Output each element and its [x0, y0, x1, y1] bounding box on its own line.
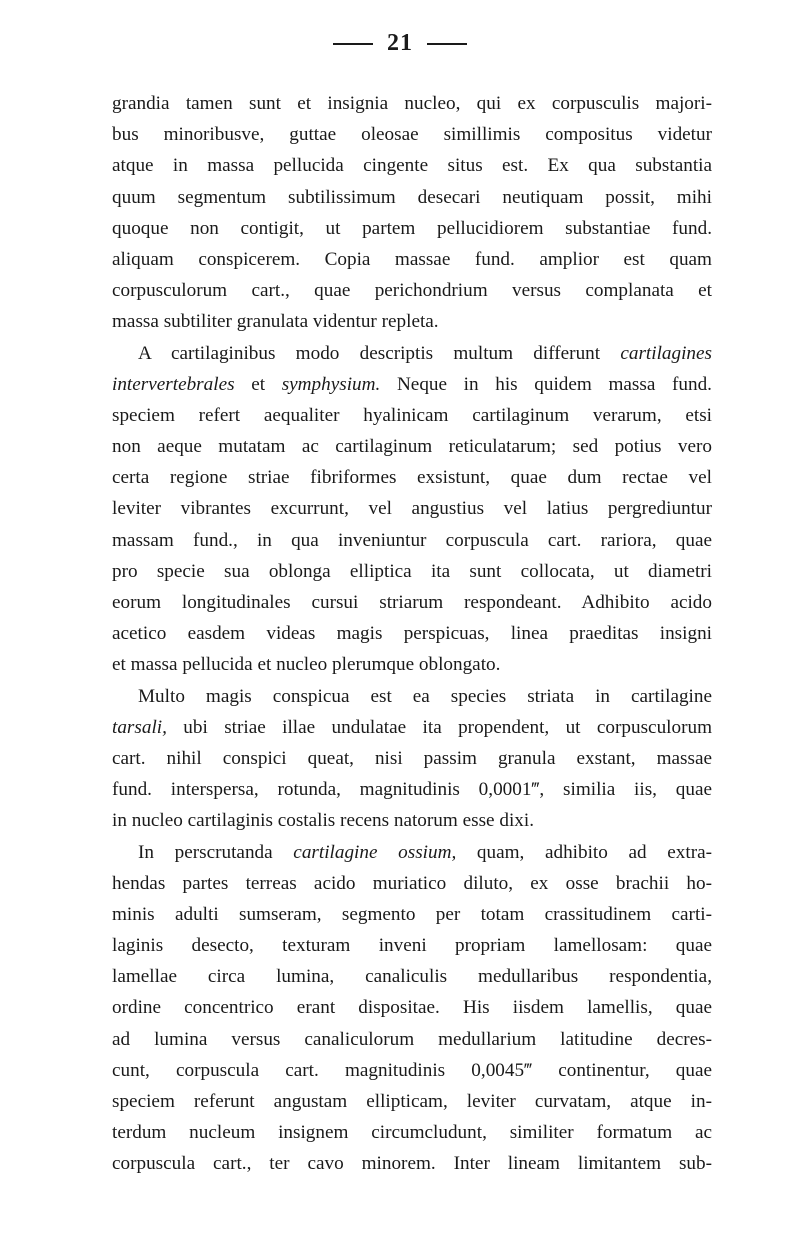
text-segment: Neque in his quidem massa fund.	[380, 373, 712, 395]
text-segment: speciem refert aequaliter hyalinicam cartilaginum verarum, etsi	[112, 404, 712, 426]
page-header	[0, 30, 800, 57]
text-line	[112, 525, 712, 556]
text-segment: certa regione striae fibriformes exsistunt, quae dum rectae vel	[112, 467, 712, 489]
text-segment: quoque non contigit, ut partem pellucidiorem substantiae fund.	[112, 217, 712, 239]
text-line	[112, 1055, 712, 1086]
text-line	[112, 899, 712, 930]
text-line	[112, 275, 712, 306]
text-segment: massam fund., in qua inveniuntur corpuscula cart. rariora, quae	[112, 529, 712, 551]
text-line	[112, 369, 712, 400]
text-line	[112, 493, 712, 524]
header-rule-right	[427, 43, 467, 45]
text-segment: hendas partes terreas acido muriatico diluto, ex osse brachii ho-	[112, 872, 712, 894]
text-line	[112, 992, 712, 1023]
text-segment: et	[234, 373, 282, 395]
text-segment: laginis desecto, texturam inveni propriam lamellosam: quae	[112, 935, 712, 957]
page-number: 21	[387, 30, 413, 56]
text-line	[112, 743, 712, 774]
text-line	[112, 1024, 712, 1055]
text-line	[112, 681, 712, 712]
text-segment: cunt, corpuscula cart. magnitudinis 0,0045‴ continentur, quae	[112, 1059, 712, 1081]
text-line	[112, 868, 712, 899]
text-segment: corpusculorum cart., quae perichondrium versus complanata et	[112, 280, 712, 302]
text-segment: cart. nihil conspici queat, nisi passim granula exstant, massae	[112, 747, 712, 769]
text-segment: in nucleo cartilaginis costalis recens natorum esse dixi.	[112, 810, 535, 832]
text-line	[112, 712, 712, 743]
text-line	[112, 306, 712, 337]
text-line	[112, 961, 712, 992]
text-segment: massa subtiliter granulata videntur repleta.	[112, 311, 439, 333]
text-segment: leviter vibrantes excurrunt, vel angustius vel latius pergrediuntur	[112, 498, 712, 520]
italic-term: tarsali,	[112, 716, 167, 738]
text-segment: Multo magis conspicua est ea species striata in cartilagine	[138, 685, 712, 707]
text-line	[112, 213, 712, 244]
text-segment: grandia tamen sunt et insignia nucleo, qui ex corpusculis majori-	[112, 93, 712, 114]
text-line	[112, 1117, 712, 1148]
text-segment: quum segmentum subtilissimum desecari neutiquam possit, mihi	[112, 186, 712, 208]
text-line	[112, 338, 712, 369]
text-segment: terdum nucleum insignem circumcludunt, similiter formatum ac	[112, 1122, 712, 1144]
text-line	[112, 774, 712, 805]
text-segment: non aeque mutatam ac cartilaginum reticulatarum; sed potius vero	[112, 436, 712, 458]
text-segment: fund. interspersa, rotunda, magnitudinis 0,0001‴, similia iis, quae	[112, 779, 712, 801]
text-segment: atque in massa pellucida cingente situs est. Ex qua substantia	[112, 155, 712, 177]
text-segment: et massa pellucida et nucleo plerumque oblongato.	[112, 654, 501, 676]
italic-term: intervertebrales	[112, 373, 235, 395]
header-rule-left	[333, 43, 373, 45]
text-segment: bus minoribusve, guttae oleosae simillimis compositus videtur	[112, 124, 712, 146]
text-segment: pro specie sua oblonga elliptica ita sunt collocata, ut diametri	[112, 560, 712, 582]
text-segment: quam, adhibito ad extra-	[456, 841, 712, 863]
text-segment: acetico easdem videas magis perspicuas, linea praeditas insigni	[112, 623, 712, 645]
text-segment: minis adulti sumseram, segmento per totam crassitudinem carti-	[112, 903, 712, 925]
text-segment: lamellae circa lumina, canaliculis medullaribus respondentia,	[112, 966, 712, 988]
text-line	[112, 119, 712, 150]
text-segment: corpuscula cart., ter cavo minorem. Inter lineam limitantem sub-	[112, 1153, 712, 1175]
text-line	[112, 837, 712, 868]
text-segment: speciem referunt angustam ellipticam, leviter curvatam, atque in-	[112, 1091, 712, 1112]
text-segment: A cartilaginibus modo descriptis multum differunt	[138, 342, 621, 364]
text-segment: ubi striae illae undulatae ita propendent, ut corpusculorum	[166, 716, 712, 738]
text-line	[112, 618, 712, 649]
text-line	[112, 587, 712, 618]
text-line	[112, 182, 712, 213]
text-line	[112, 649, 712, 680]
text-line	[112, 400, 712, 431]
body-text	[112, 88, 712, 1180]
text-line	[112, 1148, 712, 1179]
text-segment: In perscrutanda	[138, 841, 294, 863]
text-line	[112, 805, 712, 836]
text-line	[112, 150, 712, 181]
italic-term: cartilagine ossium,	[293, 841, 457, 863]
text-line	[112, 431, 712, 462]
text-segment: aliquam conspicerem. Copia massae fund. amplior est quam	[112, 248, 712, 270]
text-line	[112, 462, 712, 493]
italic-term: cartilagines	[620, 342, 712, 364]
italic-term: symphysium.	[281, 373, 381, 395]
text-segment: ordine concentrico erant dispositae. His iisdem lamellis, quae	[112, 997, 712, 1019]
text-line	[112, 930, 712, 961]
text-line	[112, 1086, 712, 1117]
text-segment: eorum longitudinales cursui striarum respondeant. Adhibito acido	[112, 592, 712, 613]
text-line	[112, 88, 712, 119]
text-line	[112, 556, 712, 587]
text-segment: ad lumina versus canaliculorum medullarium latitudine decres-	[112, 1028, 712, 1050]
text-line	[112, 244, 712, 275]
